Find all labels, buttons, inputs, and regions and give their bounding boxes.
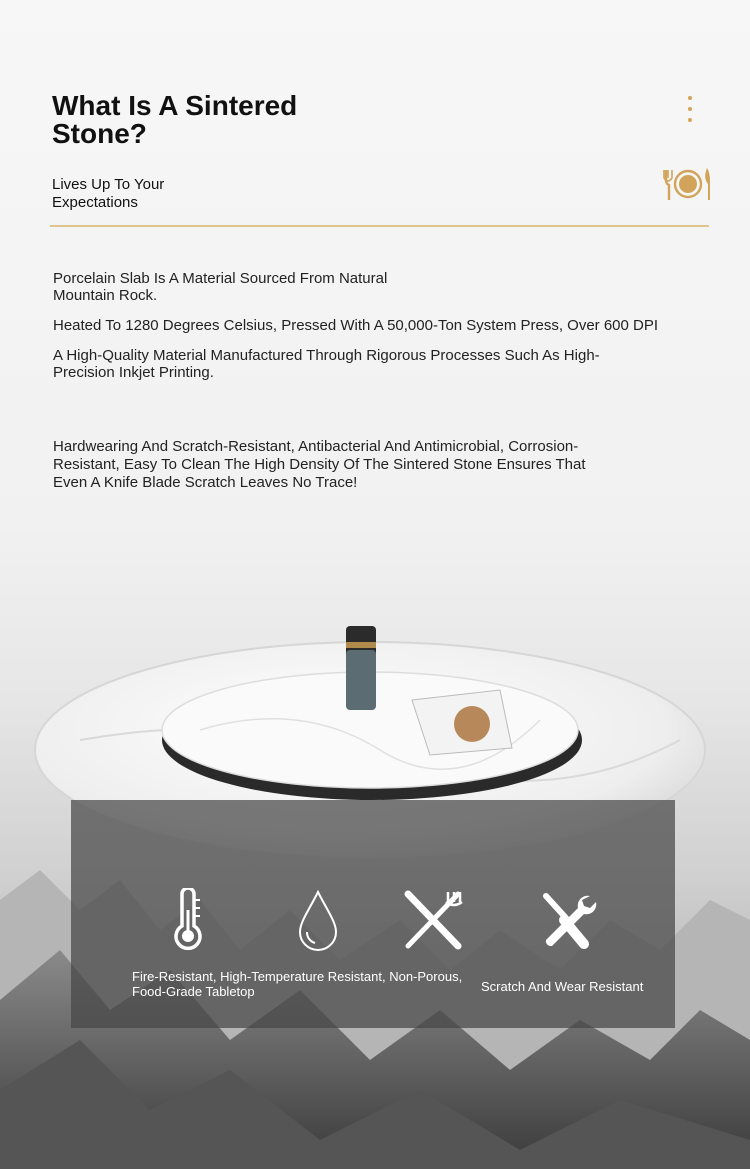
feature-label-heat-resistant: Fire-Resistant, High-Temperature Resistant, Non-Porous, Food-Grade Tabletop: [132, 969, 463, 999]
paragraph-material: Porcelain Slab Is A Material Sourced From Natural Mountain Rock.: [53, 270, 388, 304]
knife-fork-icon: [402, 888, 464, 952]
page-subtitle: Lives Up To Your Expectations: [52, 176, 165, 211]
divider: [50, 225, 709, 227]
plate-cutlery-icon: [662, 166, 714, 202]
feature-label-scratch-resistant: Scratch And Wear Resistant: [481, 979, 644, 994]
vertical-dots-icon: [688, 96, 694, 129]
paragraph-process: Heated To 1280 Degrees Celsius, Pressed With A 50,000-Ton System Press, Over 600 DPI: [53, 317, 659, 334]
wrench-screwdriver-icon: [536, 888, 600, 952]
page-title: What Is A Sintered Stone?: [52, 90, 298, 149]
water-drop-icon: [295, 888, 341, 952]
paragraph-benefits: Hardwearing And Scratch-Resistant, Antibacterial And Antimicrobial, Corrosion-Resistant, Easy To Clean The High Density Of The Sintered Stone Ensures That Even A Knife Blade Scratch Leaves No Trace!: [53, 438, 586, 491]
paragraph-quality: A High-Quality Material Manufactured Through Rigorous Processes Such As High-Precision Inkjet Printing.: [53, 347, 600, 381]
thermometer-icon: [168, 888, 208, 952]
